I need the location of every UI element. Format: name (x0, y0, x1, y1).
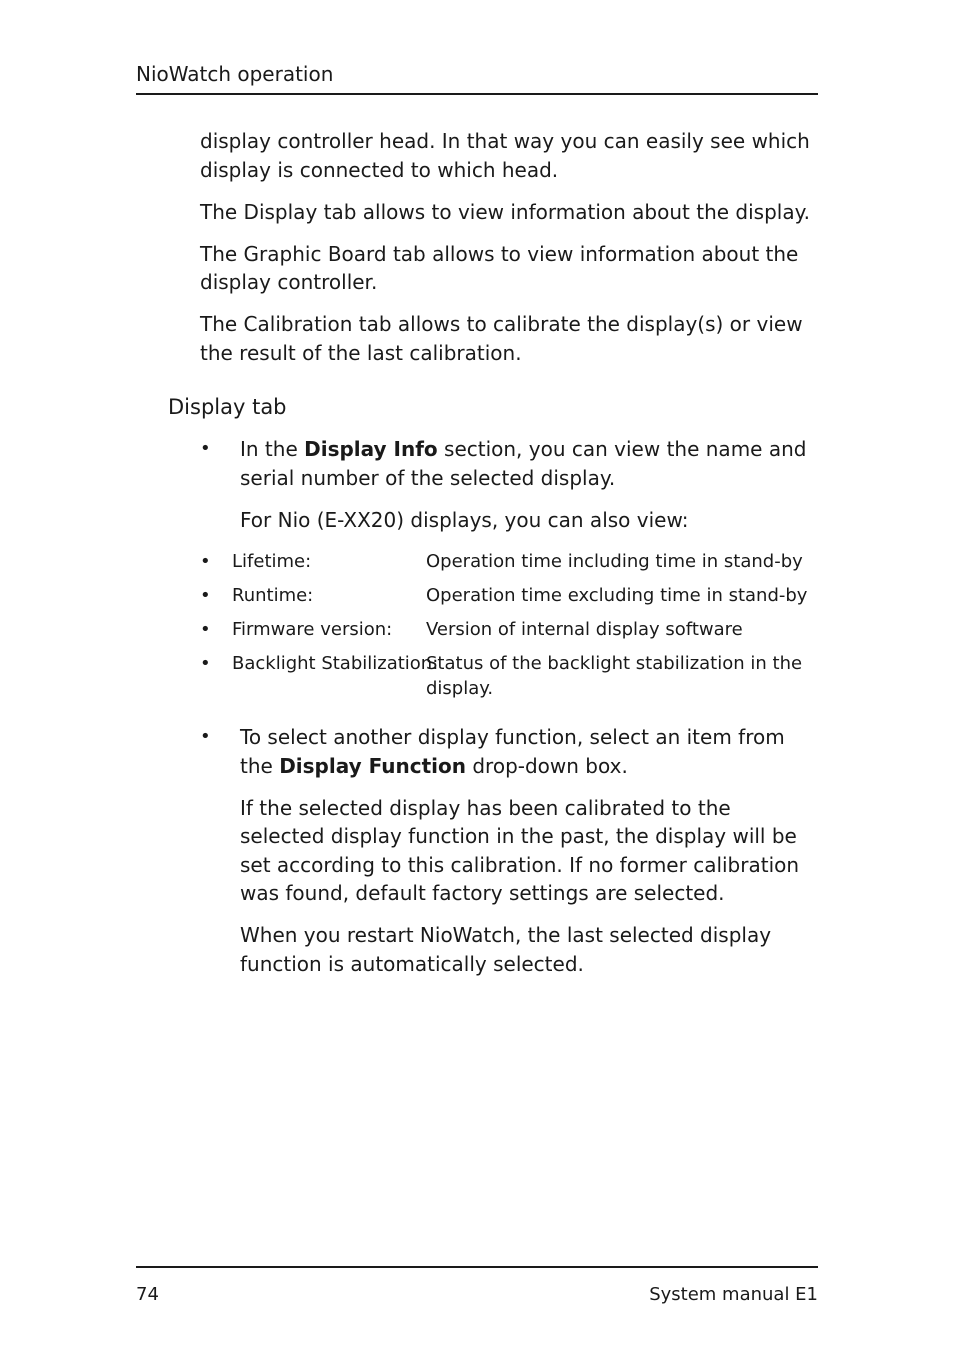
spec-row-runtime (200, 583, 818, 608)
bullet-followup-text: For Nio (E-XX20) displays, you can also view: (240, 507, 689, 532)
header-rule (136, 93, 818, 95)
spec-row-backlight-stabilization (200, 651, 818, 701)
spec-term: Backlight Stabilization: (232, 653, 439, 674)
bold-term-display-info: Display Info (304, 437, 438, 461)
intro-paragraph: The Calibration tab allows to calibrate the display(s) or view the result of the last calibration. (200, 312, 803, 365)
bullet-icon: • (200, 653, 211, 674)
spec-term: Firmware version: (232, 619, 393, 640)
intro-paragraph: display controller head. In that way you can easily see which display is connected to which head. (200, 129, 810, 182)
spec-row-firmware-version (200, 617, 818, 642)
bullet-icon: • (200, 551, 211, 572)
running-header-title: NioWatch operation (136, 62, 334, 86)
spec-description: Operation time excluding time in stand-by (426, 585, 808, 606)
spec-description: Operation time including time in stand-by (426, 551, 803, 572)
spec-row-lifetime (200, 549, 818, 574)
intro-paragraph: The Graphic Board tab allows to view information about the display controller. (200, 241, 799, 294)
bullet-text: To select another display function, select an item from the Display Function drop-down box. (240, 725, 785, 778)
footer-rule (136, 1266, 818, 1268)
spec-list (200, 549, 818, 710)
bullet-icon: • (200, 726, 211, 747)
page-number: 74 (136, 1284, 159, 1305)
bullet-icon: • (200, 585, 211, 606)
bullet-icon: • (200, 619, 211, 640)
section-heading-display-tab: Display tab (168, 395, 287, 419)
bullet-content (240, 435, 818, 534)
bullet-followup-text: If the selected display has been calibrated to the selected display function in the past, the display will be set according to this calibration. If no former calibration was found, default factory settings are selected. (240, 795, 800, 905)
bold-term-display-function: Display Function (279, 753, 466, 778)
spec-term: Runtime: (232, 585, 314, 606)
bullet-followup-text: When you restart NioWatch, the last selected display function is automatically selected. (240, 923, 772, 976)
spec-description: Version of internal display software (426, 619, 743, 640)
bullet-text: In the Display Info section, you can view the name and serial number of the selected display. (240, 437, 807, 490)
bullet-item-display-function (200, 723, 818, 992)
bullet-item-display-info (200, 435, 818, 548)
spec-term: Lifetime: (232, 551, 312, 572)
spec-description: Status of the backlight stabilization in the display. (426, 653, 803, 699)
manual-name: System manual E1 (649, 1284, 818, 1305)
bullet-icon: • (200, 438, 211, 459)
intro-paragraph: The Display tab allows to view information about the display. (200, 199, 810, 224)
bullet-content (240, 723, 818, 978)
intro-section (200, 127, 818, 381)
